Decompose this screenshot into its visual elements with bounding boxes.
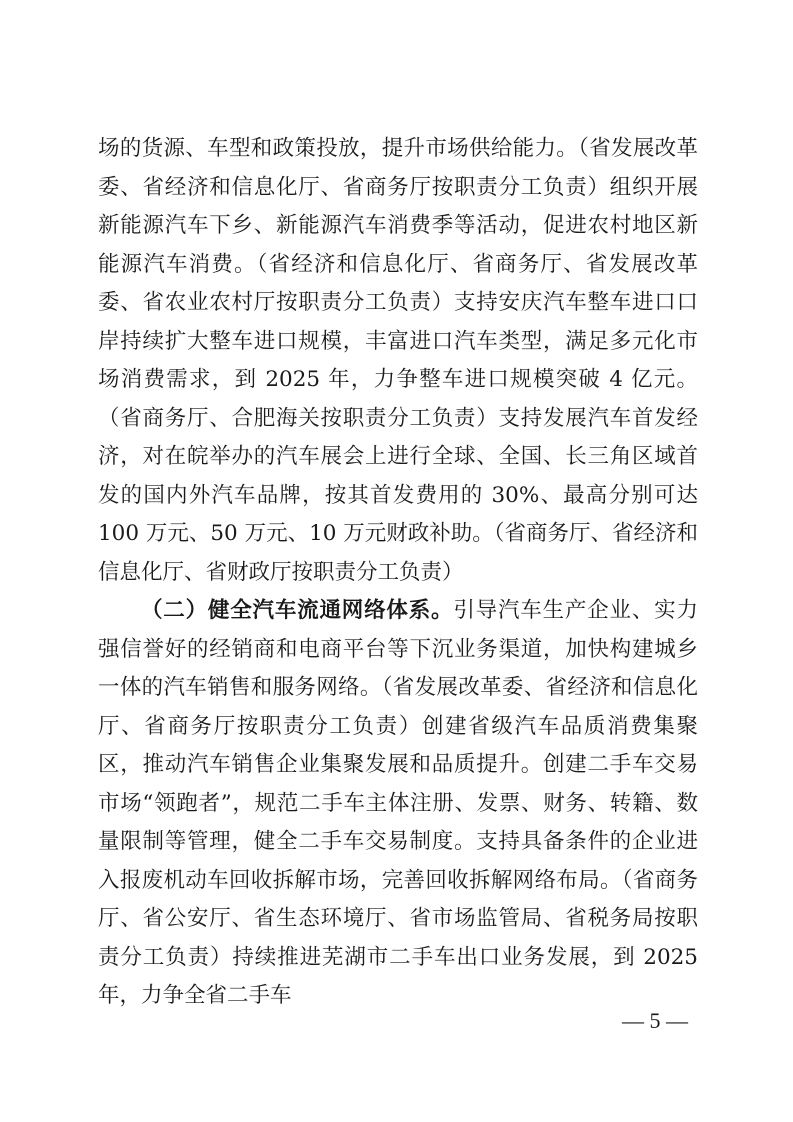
paragraph-section-2 [98, 592, 698, 1016]
paragraph-continuation [98, 130, 698, 592]
paragraph-text: 场的货源、车型和政策投放，提升市场供给能力。（省发展改革委、省经济和信息化厅、省商务厅按职责分工负责）组织开展新能源汽车下乡、新能源汽车消费季等活动，促进农村地区新能源汽车消费。（省经济和信息化厅、省商务厅、省发展改革委、省农业农村厅按职责分工负责）支持安庆汽车整车进口口岸持续扩大整车进口规模，丰富进口汽车类型，满足多元化市场消费需求，到 2025 年，力争整车进口规模突破 4 亿元。（省商务厅、合肥海关按职责分工负责）支持发展汽车首发经济，对在皖举办的汽车展会上进行全球、全国、长三角区域首发的国内外汽车品牌，按其首发费用的 30%、最高分别可达 100 万元、50 万元、10 万元财政补助。（省商务厅、省经济和信息化厅、省财政厅按职责分工负责） [98, 136, 699, 585]
section-heading: （二）健全汽车流通网络体系。 [141, 598, 454, 623]
body-text [98, 130, 698, 1016]
page-number: — 5 — [622, 1008, 688, 1033]
paragraph-text: 引导汽车生产企业、实力强信誉好的经销商和电商平台等下沉业务渠道，加快构建城乡一体的汽车销售和服务网络。（省发展改革委、省经济和信息化厅、省商务厅按职责分工负责）创建省级汽车品质消费集聚区，推动汽车销售企业集聚发展和品质提升。创建二手车交易市场“领跑者”，规范二手车主体注册、发票、财务、转籍、数量限制等管理，健全二手车交易制度。支持具备条件的企业进入报废机动车回收拆解市场，完善回收拆解网络布局。（省商务厅、省公安厅、省生态环境厅、省市场监管局、省税务局按职责分工负责）持续推进芜湖市二手车出口业务发展，到 2025 年，力争全省二手车 [98, 598, 698, 1008]
